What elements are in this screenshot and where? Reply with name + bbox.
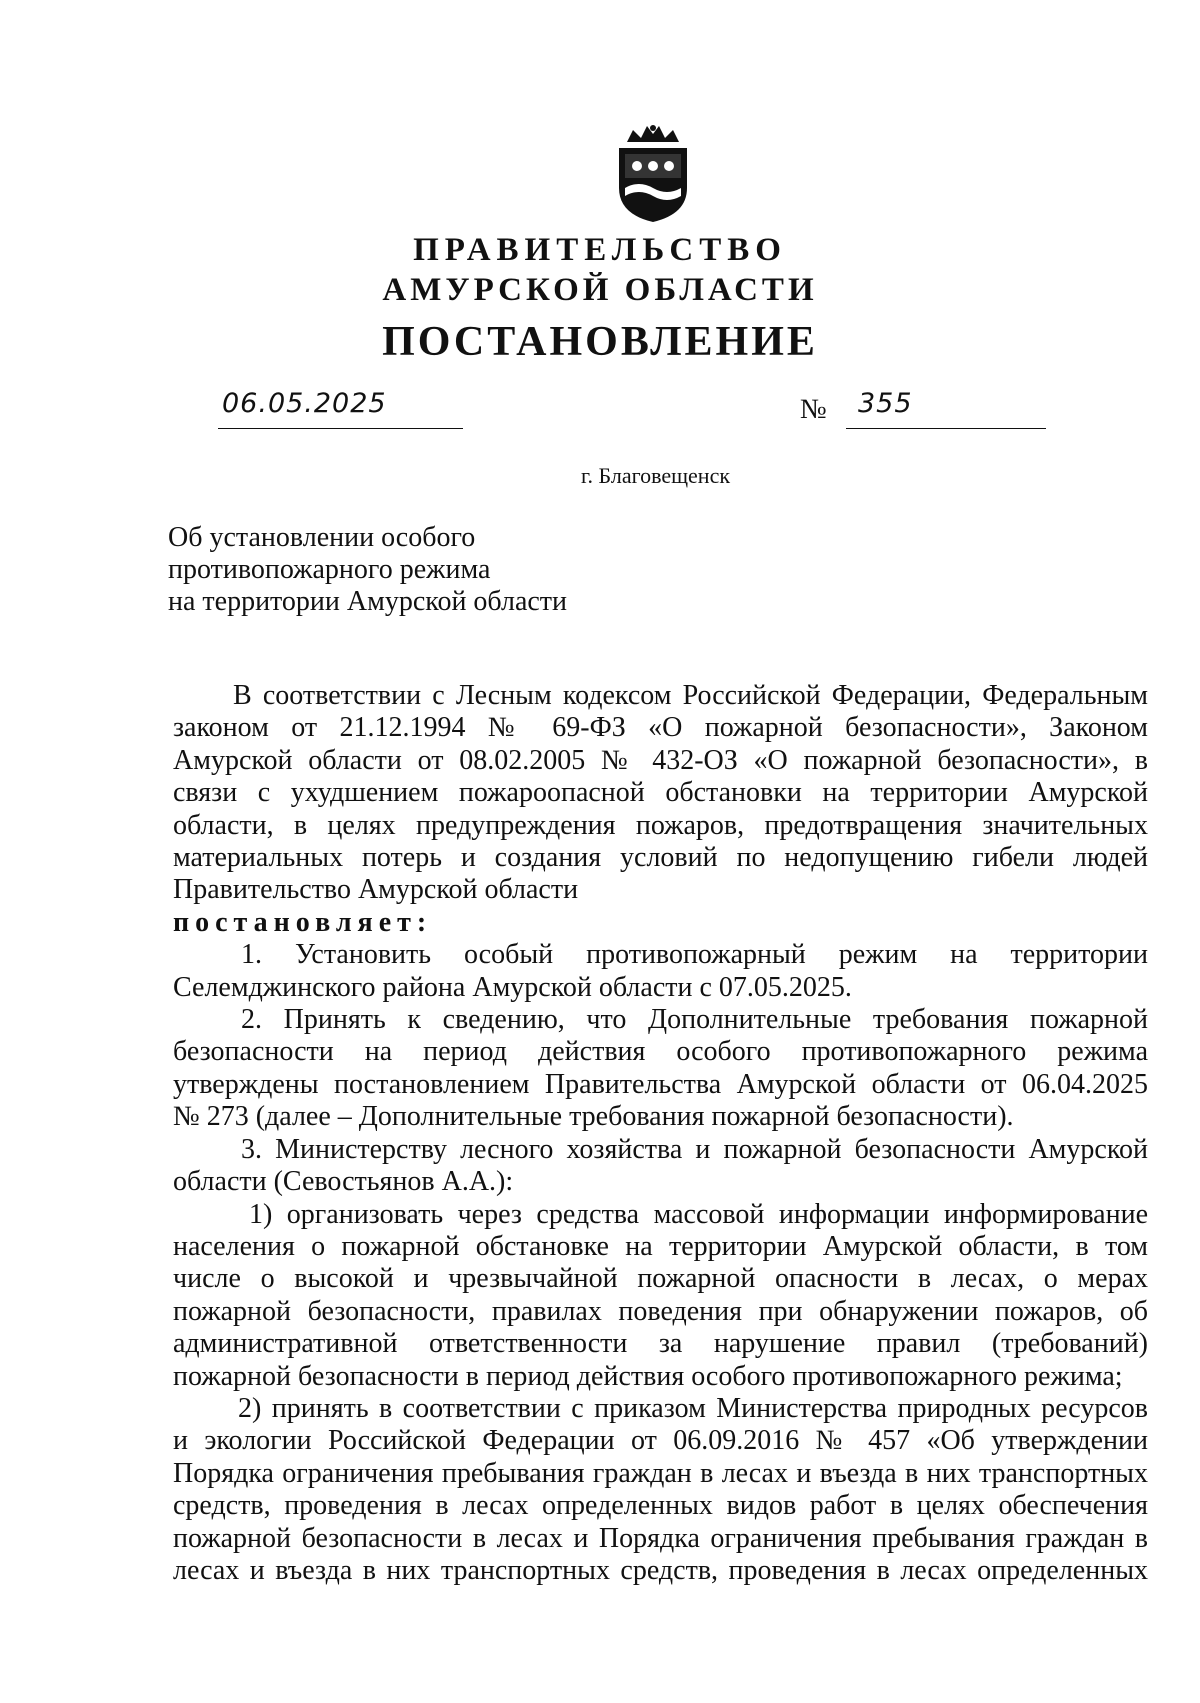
org-title-line1: ПРАВИТЕЛЬСТВО	[413, 232, 787, 268]
body-line: пожарной безопасности в период действия особого противопожарного режима;	[173, 1360, 1123, 1392]
body-line: области (Севостьянов А.А.):	[173, 1166, 514, 1198]
decree-word: постановляет:	[173, 906, 433, 938]
body-line: 2) принять в соответствии с приказом Министерства природных ресурсов	[238, 1392, 1148, 1424]
handwritten-date: 06.05.2025	[222, 388, 387, 419]
body-line: Порядка ограничения пребывания граждан в лесах и въезда в них транспортных	[173, 1457, 1148, 1489]
body-line: средств, проведения в лесах определенных видов работ в целях обеспечения	[173, 1490, 1148, 1522]
number-field	[846, 388, 1046, 429]
document-type-title: ПОСТАНОВЛЕНИЕ	[382, 319, 818, 365]
body-line: населения о пожарной обстановке на территории Амурской области, в том	[173, 1230, 1148, 1262]
document-body	[173, 680, 1148, 1587]
body-line: Селемджинского района Амурской области с 07.05.2025.	[173, 971, 852, 1003]
body-line: Амурской области от 08.02.2005 № 432-ОЗ «О пожарной безопасности», в	[173, 744, 1148, 776]
body-line: материальных потерь и создания условий по недопущению гибели людей	[173, 842, 1148, 874]
org-title-line2: АМУРСКОЙ ОБЛАСТИ	[382, 272, 818, 308]
body-line: № 273 (далее – Дополнительные требования пожарной безопасности).	[173, 1101, 1014, 1133]
body-line: пожарной безопасности в лесах и Порядка ограничения пребывания граждан в	[173, 1522, 1148, 1554]
document-subject	[168, 522, 567, 618]
body-line: утверждены постановлением Правительства Амурской области от 06.04.2025	[173, 1068, 1148, 1100]
body-line: числе о высокой и чрезвычайной пожарной опасности в лесах, о мерах	[173, 1263, 1148, 1295]
body-line: лесах и въезда в них транспортных средств, проведения в лесах определенных	[173, 1554, 1148, 1586]
body-line: 2. Принять к сведению, что Дополнительные требования пожарной	[241, 1004, 1148, 1036]
subject-line: Об установлении особого	[168, 522, 476, 553]
body-line: связи с ухудшением пожароопасной обстановки на территории Амурской	[173, 777, 1148, 809]
body-line: 1. Установить особый противопожарный режим на территории	[241, 939, 1148, 971]
subject-line: противопожарного режима	[168, 554, 491, 585]
body-line: 1) организовать через средства массовой информации информирование	[249, 1198, 1148, 1230]
date-field	[218, 388, 463, 429]
body-line: пожарной безопасности, правилах поведения при обнаружении пожаров, об	[173, 1295, 1148, 1327]
body-line: законом от 21.12.1994 № 69-ФЗ «О пожарной безопасности», Законом	[173, 712, 1148, 744]
body-line: административной ответственности за нарушение правил (требований)	[173, 1328, 1148, 1360]
body-line: и экологии Российской Федерации от 06.09.2016 № 457 «Об утверждении	[173, 1425, 1148, 1457]
body-line: области, в целях предупреждения пожаров, предотвращения значительных	[173, 809, 1148, 841]
city-line: г. Благовещенск	[580, 463, 731, 488]
body-line: В соответствии с Лесным кодексом Российской Федерации, Федеральным	[233, 680, 1148, 711]
subject-line: на территории Амурской области	[168, 586, 568, 617]
coat-of-arms-icon	[611, 122, 695, 224]
body-line: безопасности на период действия особого противопожарного режима	[173, 1036, 1148, 1068]
number-label: №	[800, 394, 827, 425]
handwritten-number: 355	[858, 388, 913, 419]
body-line: 3. Министерству лесного хозяйства и пожарной безопасности Амурской	[241, 1133, 1148, 1165]
body-line: Правительство Амурской области	[173, 874, 579, 906]
